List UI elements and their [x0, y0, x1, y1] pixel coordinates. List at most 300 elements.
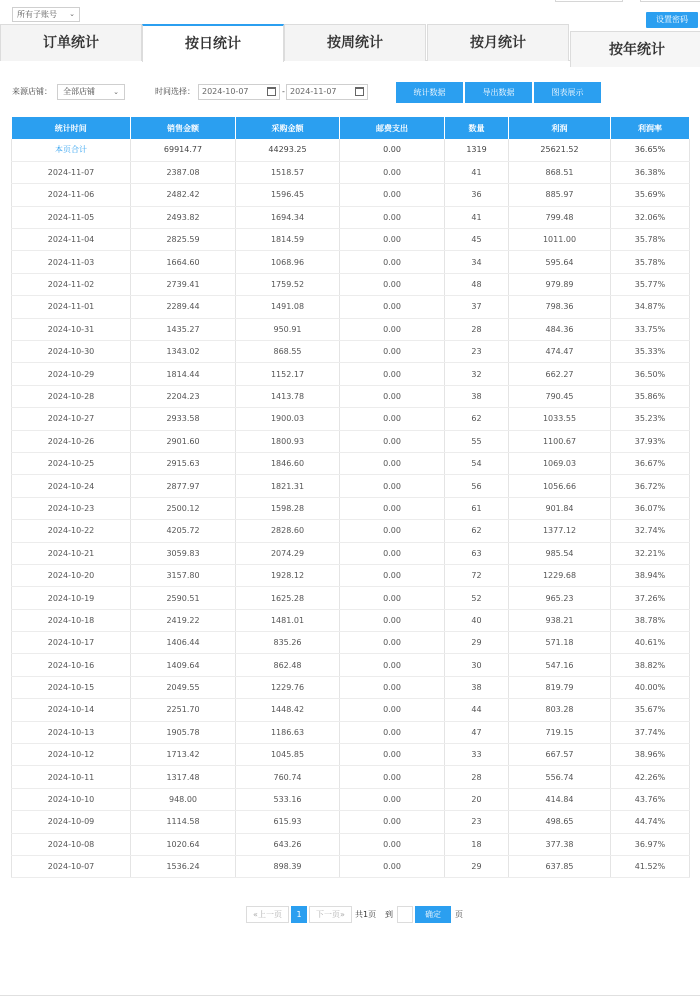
cell-quantity: 72 [445, 564, 509, 586]
cell-postage: 0.00 [340, 430, 445, 452]
cell-postage: 0.00 [340, 632, 445, 654]
date-from-input[interactable] [198, 84, 280, 100]
cell-purchase: 2074.29 [236, 542, 340, 564]
cell-purchase: 1045.85 [236, 744, 340, 766]
table-row [12, 833, 690, 855]
cell-profit: 547.16 [509, 654, 611, 676]
col-header-quantity[interactable]: 数量 [445, 117, 509, 139]
cell-purchase: 1068.96 [236, 251, 340, 273]
calendar-icon[interactable] [355, 87, 364, 96]
table-row [12, 699, 690, 721]
cell-purchase: 1625.28 [236, 587, 340, 609]
cell-postage: 0.00 [340, 161, 445, 183]
cell-postage: 0.00 [340, 744, 445, 766]
cell-profit: 377.38 [509, 833, 611, 855]
cell-profit: 938.21 [509, 609, 611, 631]
cell-date: 2024-10-12 [12, 744, 131, 766]
cell-sales: 2739.41 [131, 273, 236, 295]
table-row [12, 452, 690, 474]
cell-sales: 1536.24 [131, 856, 236, 878]
cell-profit: 790.45 [509, 385, 611, 407]
cell-sales: 2825.59 [131, 229, 236, 251]
tab-daily-stats[interactable]: 按日统计 [142, 24, 284, 62]
table-row [12, 744, 690, 766]
cell-date: 2024-10-24 [12, 475, 131, 497]
cell-margin: 42.26% [611, 766, 690, 788]
cell-date: 2024-10-31 [12, 318, 131, 340]
stats-data-button[interactable]: 统计数据 [396, 82, 463, 103]
time-label: 时间选择： [155, 87, 195, 96]
cell-sales: 1406.44 [131, 632, 236, 654]
cell-margin: 44.74% [611, 811, 690, 833]
table-row [12, 475, 690, 497]
cell-quantity: 47 [445, 721, 509, 743]
cell-purchase: 868.55 [236, 341, 340, 363]
cell-profit: 414.84 [509, 788, 611, 810]
cell-postage: 0.00 [340, 206, 445, 228]
cell-postage: 0.00 [340, 251, 445, 273]
cell-sales: 1814.44 [131, 363, 236, 385]
cell-quantity: 48 [445, 273, 509, 295]
date-separator: - [282, 87, 285, 96]
cell-sales: 1713.42 [131, 744, 236, 766]
table-row [12, 766, 690, 788]
cell-postage: 0.00 [340, 564, 445, 586]
cell-sales: 2419.22 [131, 609, 236, 631]
cell-date: 2024-10-25 [12, 452, 131, 474]
cell-margin: 41.52% [611, 856, 690, 878]
cell-sales: 2933.58 [131, 408, 236, 430]
table-row [12, 654, 690, 676]
cell-margin: 37.74% [611, 721, 690, 743]
cell-quantity: 38 [445, 676, 509, 698]
cell-margin: 38.78% [611, 609, 690, 631]
cell-purchase: 1759.52 [236, 273, 340, 295]
cell-profit: 556.74 [509, 766, 611, 788]
cell-postage: 0.00 [340, 452, 445, 474]
page-total-row [12, 139, 690, 161]
cell-margin: 38.82% [611, 654, 690, 676]
cell-sales: 1435.27 [131, 318, 236, 340]
date-from-value: 2024-10-07 [202, 87, 249, 96]
cell-sales: 1409.64 [131, 654, 236, 676]
cell-purchase: 533.16 [236, 788, 340, 810]
cell-quantity: 40 [445, 609, 509, 631]
cell-sales: 2204.23 [131, 385, 236, 407]
page-unit-label: 页 [455, 910, 463, 919]
table-row [12, 318, 690, 340]
cell-date: 2024-10-11 [12, 766, 131, 788]
cell-date: 2024-11-06 [12, 184, 131, 206]
cell-quantity: 29 [445, 632, 509, 654]
cell-quantity: 23 [445, 341, 509, 363]
cell-profit: 868.51 [509, 161, 611, 183]
cell-sales: 2289.44 [131, 296, 236, 318]
tab-weekly-stats[interactable]: 按周统计 [284, 24, 426, 61]
cell-margin: 35.78% [611, 251, 690, 273]
next-page-button[interactable]: 下一页» [309, 906, 352, 923]
cell-margin: 40.00% [611, 676, 690, 698]
table-row [12, 632, 690, 654]
total-postage: 0.00 [340, 139, 445, 161]
pagination [246, 906, 486, 923]
cell-sales: 2493.82 [131, 206, 236, 228]
cell-date: 2024-10-22 [12, 520, 131, 542]
goto-confirm-button[interactable]: 确定 [415, 906, 451, 923]
cell-profit: 819.79 [509, 676, 611, 698]
table-row [12, 206, 690, 228]
cell-profit: 498.65 [509, 811, 611, 833]
cell-quantity: 18 [445, 833, 509, 855]
table-row [12, 520, 690, 542]
cell-profit: 985.54 [509, 542, 611, 564]
cell-margin: 36.07% [611, 497, 690, 519]
cell-purchase: 1694.34 [236, 206, 340, 228]
table-row [12, 497, 690, 519]
chevron-down-icon: ⌄ [113, 88, 119, 96]
cell-quantity: 41 [445, 161, 509, 183]
cell-date: 2024-10-23 [12, 497, 131, 519]
cell-margin: 32.74% [611, 520, 690, 542]
cell-date: 2024-11-05 [12, 206, 131, 228]
col-header-margin[interactable]: 利润率 [611, 117, 690, 139]
cell-quantity: 45 [445, 229, 509, 251]
cell-margin: 35.69% [611, 184, 690, 206]
cell-purchase: 898.39 [236, 856, 340, 878]
cell-profit: 1100.67 [509, 430, 611, 452]
date-to-input[interactable] [286, 84, 368, 100]
tab-monthly-stats[interactable]: 按月统计 [427, 24, 569, 61]
table-row [12, 811, 690, 833]
cell-sales: 2482.42 [131, 184, 236, 206]
cell-profit: 803.28 [509, 699, 611, 721]
cell-postage: 0.00 [340, 811, 445, 833]
cell-postage: 0.00 [340, 833, 445, 855]
cell-profit: 1229.68 [509, 564, 611, 586]
table-row [12, 788, 690, 810]
total-label: 本页合计 [12, 139, 131, 161]
prev-page-button[interactable]: «上一页 [246, 906, 289, 923]
cell-date: 2024-10-08 [12, 833, 131, 855]
total-quantity: 1319 [445, 139, 509, 161]
cell-quantity: 44 [445, 699, 509, 721]
chevron-down-icon: ⌄ [69, 10, 75, 18]
cell-margin: 35.33% [611, 341, 690, 363]
cell-purchase: 1152.17 [236, 363, 340, 385]
table-row [12, 296, 690, 318]
cell-postage: 0.00 [340, 788, 445, 810]
col-header-sales[interactable]: 销售金额 [131, 117, 236, 139]
cell-profit: 1069.03 [509, 452, 611, 474]
cell-date: 2024-10-17 [12, 632, 131, 654]
table-row [12, 229, 690, 251]
cell-purchase: 1800.93 [236, 430, 340, 452]
cell-margin: 35.78% [611, 229, 690, 251]
cell-profit: 885.97 [509, 184, 611, 206]
cell-purchase: 1481.01 [236, 609, 340, 631]
cell-date: 2024-10-16 [12, 654, 131, 676]
cell-quantity: 28 [445, 766, 509, 788]
table-header-row [12, 117, 690, 139]
cell-margin: 36.72% [611, 475, 690, 497]
cell-postage: 0.00 [340, 318, 445, 340]
cell-date: 2024-10-10 [12, 788, 131, 810]
cell-date: 2024-11-01 [12, 296, 131, 318]
cell-sales: 2901.60 [131, 430, 236, 452]
cell-date: 2024-11-03 [12, 251, 131, 273]
export-data-button[interactable]: 导出数据 [465, 82, 532, 103]
cell-postage: 0.00 [340, 699, 445, 721]
cell-margin: 35.77% [611, 273, 690, 295]
col-header-postage[interactable]: 邮费支出 [340, 117, 445, 139]
calendar-icon[interactable] [267, 87, 276, 96]
cell-sales: 1114.58 [131, 811, 236, 833]
cell-date: 2024-10-15 [12, 676, 131, 698]
cell-postage: 0.00 [340, 587, 445, 609]
cell-profit: 1011.00 [509, 229, 611, 251]
cell-profit: 474.47 [509, 341, 611, 363]
total-purchase: 44293.25 [236, 139, 340, 161]
cell-date: 2024-10-07 [12, 856, 131, 878]
cell-sales: 2915.63 [131, 452, 236, 474]
cell-sales: 948.00 [131, 788, 236, 810]
cell-date: 2024-10-20 [12, 564, 131, 586]
col-header-purchase[interactable]: 采购金额 [236, 117, 340, 139]
stats-tabs [0, 22, 700, 62]
store-select-value: 全部店铺 [63, 87, 95, 96]
cell-purchase: 1518.57 [236, 161, 340, 183]
cell-quantity: 52 [445, 587, 509, 609]
daily-stats-table [11, 117, 690, 878]
cell-purchase: 1229.76 [236, 676, 340, 698]
table-row [12, 676, 690, 698]
cell-date: 2024-10-29 [12, 363, 131, 385]
cell-profit: 965.23 [509, 587, 611, 609]
cell-profit: 1033.55 [509, 408, 611, 430]
cell-date: 2024-10-21 [12, 542, 131, 564]
cell-postage: 0.00 [340, 856, 445, 878]
cell-profit: 667.57 [509, 744, 611, 766]
cell-date: 2024-11-04 [12, 229, 131, 251]
cell-quantity: 61 [445, 497, 509, 519]
table-row [12, 587, 690, 609]
cell-purchase: 1491.08 [236, 296, 340, 318]
cell-date: 2024-10-13 [12, 721, 131, 743]
cell-margin: 36.67% [611, 452, 690, 474]
cell-postage: 0.00 [340, 520, 445, 542]
top-strip [0, 0, 700, 22]
cell-sales: 1317.48 [131, 766, 236, 788]
cell-postage: 0.00 [340, 363, 445, 385]
cell-profit: 798.36 [509, 296, 611, 318]
cell-quantity: 23 [445, 811, 509, 833]
store-select[interactable] [57, 84, 125, 100]
cell-margin: 36.38% [611, 161, 690, 183]
goto-page-input[interactable] [397, 906, 413, 923]
cell-date: 2024-10-18 [12, 609, 131, 631]
table-row [12, 363, 690, 385]
cell-margin: 43.76% [611, 788, 690, 810]
set-password-button[interactable]: 设置密码 [646, 12, 698, 28]
cell-date: 2024-11-02 [12, 273, 131, 295]
cell-postage: 0.00 [340, 229, 445, 251]
cell-purchase: 862.48 [236, 654, 340, 676]
total-pages: 共1页 [355, 910, 377, 919]
cell-date: 2024-10-09 [12, 811, 131, 833]
cell-purchase: 835.26 [236, 632, 340, 654]
cell-postage: 0.00 [340, 408, 445, 430]
cell-quantity: 29 [445, 856, 509, 878]
date-to-value: 2024-11-07 [290, 87, 337, 96]
cell-margin: 38.96% [611, 744, 690, 766]
cell-postage: 0.00 [340, 497, 445, 519]
cell-quantity: 30 [445, 654, 509, 676]
col-header-date[interactable]: 统计时间 [12, 117, 131, 139]
table-row [12, 341, 690, 363]
cell-quantity: 32 [445, 363, 509, 385]
cell-postage: 0.00 [340, 654, 445, 676]
cell-quantity: 36 [445, 184, 509, 206]
cell-quantity: 62 [445, 520, 509, 542]
cell-sales: 2590.51 [131, 587, 236, 609]
table-row [12, 564, 690, 586]
cell-purchase: 615.93 [236, 811, 340, 833]
cell-sales: 1664.60 [131, 251, 236, 273]
table-row [12, 542, 690, 564]
cell-margin: 37.26% [611, 587, 690, 609]
tab-yearly-stats[interactable]: 按年统计 [570, 31, 700, 67]
cell-sales: 1343.02 [131, 341, 236, 363]
account-select-value: 所有子账号 [17, 10, 57, 19]
cell-postage: 0.00 [340, 542, 445, 564]
cell-quantity: 34 [445, 251, 509, 273]
cell-sales: 2251.70 [131, 699, 236, 721]
account-select[interactable] [12, 7, 80, 22]
cell-quantity: 38 [445, 385, 509, 407]
goto-label: 到 [385, 910, 393, 919]
cell-sales: 1905.78 [131, 721, 236, 743]
cell-margin: 32.21% [611, 542, 690, 564]
table-row [12, 856, 690, 878]
cell-purchase: 1846.60 [236, 452, 340, 474]
filter-bar [0, 80, 700, 104]
cell-quantity: 54 [445, 452, 509, 474]
cell-purchase: 1928.12 [236, 564, 340, 586]
cell-margin: 34.87% [611, 296, 690, 318]
table-row [12, 385, 690, 407]
cell-postage: 0.00 [340, 273, 445, 295]
cell-quantity: 63 [445, 542, 509, 564]
cell-postage: 0.00 [340, 296, 445, 318]
cell-margin: 36.50% [611, 363, 690, 385]
table-row [12, 251, 690, 273]
cell-quantity: 55 [445, 430, 509, 452]
table-row [12, 721, 690, 743]
cell-purchase: 1448.42 [236, 699, 340, 721]
total-profit: 25621.52 [509, 139, 611, 161]
cell-purchase: 643.26 [236, 833, 340, 855]
cell-sales: 4205.72 [131, 520, 236, 542]
cell-profit: 637.85 [509, 856, 611, 878]
cell-purchase: 1413.78 [236, 385, 340, 407]
cell-quantity: 33 [445, 744, 509, 766]
table-row [12, 408, 690, 430]
cell-profit: 799.48 [509, 206, 611, 228]
table-row [12, 161, 690, 183]
top-input-left[interactable] [555, 0, 623, 2]
cell-date: 2024-10-28 [12, 385, 131, 407]
cell-sales: 1020.64 [131, 833, 236, 855]
chart-display-button[interactable]: 图表展示 [534, 82, 601, 103]
cell-purchase: 2828.60 [236, 520, 340, 542]
store-label: 来源店铺： [12, 87, 52, 96]
cell-margin: 33.75% [611, 318, 690, 340]
page-1-button[interactable]: 1 [291, 906, 307, 923]
cell-quantity: 28 [445, 318, 509, 340]
table-row [12, 609, 690, 631]
cell-profit: 979.89 [509, 273, 611, 295]
cell-sales: 2877.97 [131, 475, 236, 497]
cell-postage: 0.00 [340, 385, 445, 407]
cell-postage: 0.00 [340, 341, 445, 363]
cell-profit: 662.27 [509, 363, 611, 385]
cell-margin: 38.94% [611, 564, 690, 586]
top-input-right[interactable] [640, 0, 700, 2]
cell-sales: 2387.08 [131, 161, 236, 183]
cell-date: 2024-10-14 [12, 699, 131, 721]
cell-margin: 37.93% [611, 430, 690, 452]
tab-order-stats[interactable]: 订单统计 [0, 24, 142, 61]
cell-date: 2024-10-27 [12, 408, 131, 430]
total-margin: 36.65% [611, 139, 690, 161]
cell-purchase: 1598.28 [236, 497, 340, 519]
table-row [12, 273, 690, 295]
cell-margin: 40.61% [611, 632, 690, 654]
cell-purchase: 1596.45 [236, 184, 340, 206]
cell-profit: 595.64 [509, 251, 611, 273]
cell-margin: 32.06% [611, 206, 690, 228]
cell-purchase: 1814.59 [236, 229, 340, 251]
cell-quantity: 37 [445, 296, 509, 318]
cell-purchase: 1900.03 [236, 408, 340, 430]
cell-sales: 3157.80 [131, 564, 236, 586]
cell-date: 2024-10-30 [12, 341, 131, 363]
cell-profit: 571.18 [509, 632, 611, 654]
cell-postage: 0.00 [340, 609, 445, 631]
cell-postage: 0.00 [340, 475, 445, 497]
cell-sales: 2500.12 [131, 497, 236, 519]
cell-profit: 1377.12 [509, 520, 611, 542]
cell-postage: 0.00 [340, 766, 445, 788]
cell-postage: 0.00 [340, 184, 445, 206]
cell-purchase: 950.91 [236, 318, 340, 340]
cell-margin: 36.97% [611, 833, 690, 855]
cell-quantity: 56 [445, 475, 509, 497]
cell-quantity: 41 [445, 206, 509, 228]
col-header-profit[interactable]: 利润 [509, 117, 611, 139]
cell-sales: 3059.83 [131, 542, 236, 564]
cell-date: 2024-11-07 [12, 161, 131, 183]
cell-purchase: 760.74 [236, 766, 340, 788]
cell-profit: 1056.66 [509, 475, 611, 497]
cell-sales: 2049.55 [131, 676, 236, 698]
cell-quantity: 62 [445, 408, 509, 430]
cell-postage: 0.00 [340, 721, 445, 743]
table-row [12, 184, 690, 206]
total-sales: 69914.77 [131, 139, 236, 161]
cell-date: 2024-10-19 [12, 587, 131, 609]
cell-margin: 35.86% [611, 385, 690, 407]
